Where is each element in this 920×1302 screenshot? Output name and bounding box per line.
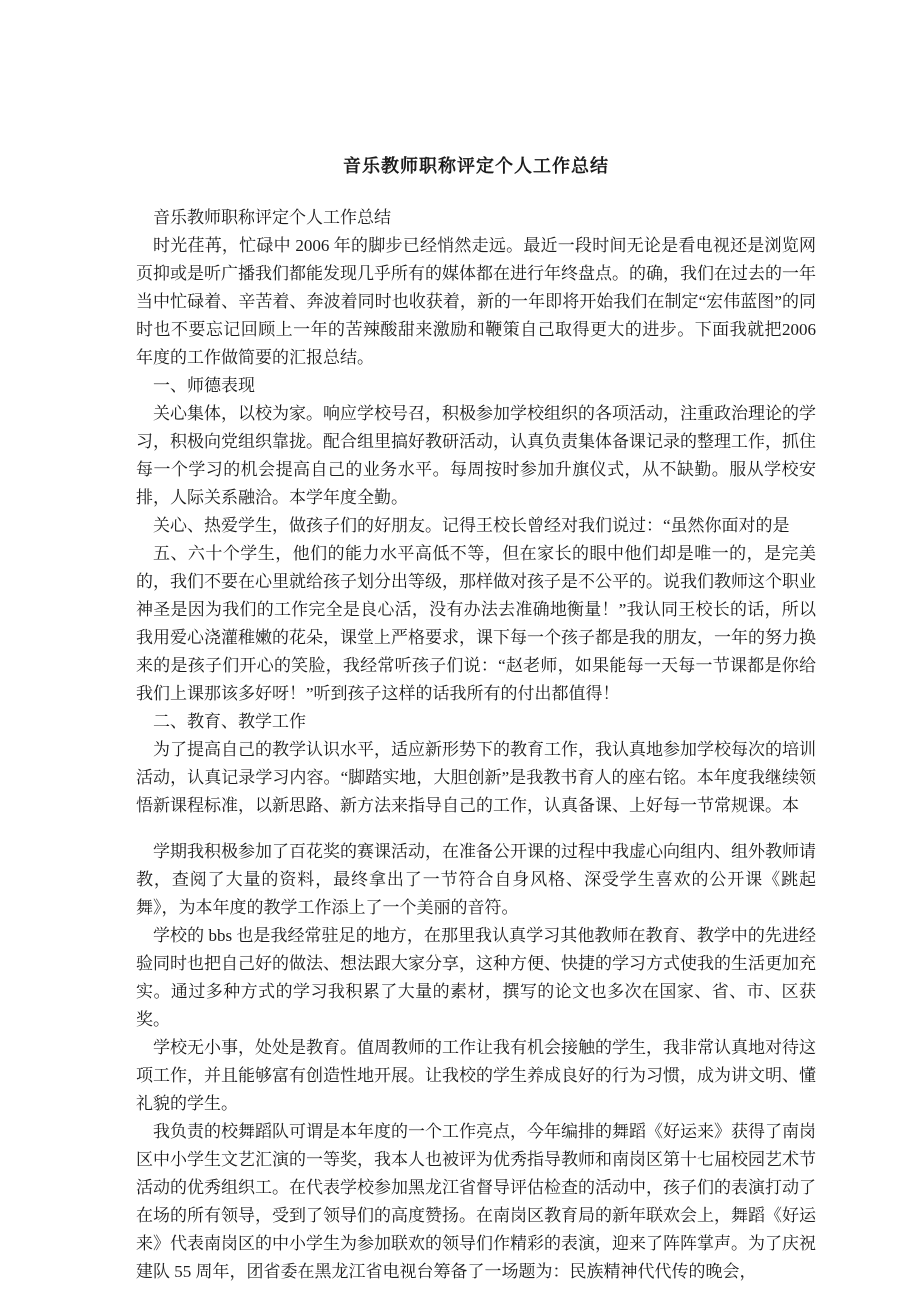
document-title: 音乐教师职称评定个人工作总结 — [343, 156, 609, 176]
paragraph-title-repeat: 音乐教师职称评定个人工作总结 — [153, 208, 391, 227]
section-heading-2: 二、教育、教学工作 — [153, 712, 306, 731]
paragraph: 学校的 bbs 也是我经常驻足的地方，在那里我认真学习其他教师在教育、教学中的先进经验同时也把自己好的做法、想法跟大家分享，这种方便、快捷的学习方式使我的生活更加充实。通过多种方式的学习我积累了大量的素材，撰写的论文也多次在国家、省、市、区获奖。 — [136, 926, 816, 1029]
paragraph: 我负责的校舞蹈队可谓是本年度的一个工作亮点，今年编排的舞蹈《好运来》获得了南岗区中小学生文艺汇演的一等奖，我本人也被评为优秀指导教师和南岗区第十七届校园艺术节活动的优秀组织工。在代表学校参加黑龙江省督导评估检查的活动中，孩子们的表演打动了在场的所有领导，受到了领导们的高度赞扬。在南岗区教育局的新年联欢会上，舞蹈《好运来》代表南岗区的中小学生为参加联欢的领导们作精彩的表演，迎来了阵阵掌声。为了庆祝建队 55 周年，团省委在黑龙江省电视台筹备了一场题为：民族精神代代传的晚会， — [136, 1122, 816, 1281]
paragraph: 关心集体，以校为家。响应学校号召，积极参加学校组织的各项活动，注重政治理论的学习，积极向党组织靠拢。配合组里搞好教研活动，认真负责集体备课记录的整理工作，抓住每一个学习的机会提高自己的业务水平。每周按时参加升旗仪式，从不缺勤。服从学校安排，人际关系融洽。本学年度全勤。 — [136, 404, 816, 507]
paragraph: 为了提高自己的教学认识水平，适应新形势下的教育工作，我认真地参加学校每次的培训活动，认真记录学习内容。“脚踏实地，大胆创新”是我教书育人的座右铭。本年度我继续领悟新课程标准，以新思路、新方法来指导自己的工作，认真备课、上好每一节常规课。本 — [136, 740, 816, 815]
document-body — [136, 204, 816, 1286]
document-content — [136, 152, 816, 1286]
paragraph: 关心、热爱学生，做孩子们的好朋友。记得王校长曾经对我们说过：“虽然你面对的是 — [153, 516, 790, 535]
paragraph: 学校无小事，处处是教育。值周教师的工作让我有机会接触的学生，我非常认真地对待这项工作，并且能够富有创造性地开展。让我校的学生养成良好的行为习惯，成为讲文明、懂礼貌的学生。 — [136, 1038, 816, 1113]
paragraph: 学期我积极参加了百花奖的赛课活动，在准备公开课的过程中我虚心向组内、组外教师请教，查阅了大量的资料，最终拿出了一节符合自身风格、深受学生喜欢的公开课《跳起舞》，为本年度的教学工作添上了一个美丽的音符。 — [136, 842, 816, 917]
section-heading-1: 一、师德表现 — [153, 376, 255, 395]
paragraph-intro: 时光荏苒，忙碌中 2006 年的脚步已经悄然走远。最近一段时间无论是看电视还是浏览网页抑或是听广播我们都能发现几乎所有的媒体都在进行年终盘点。的确，我们在过去的一年当中忙碌着、辛苦着、奔波着同时也收获着，新的一年即将开始我们在制定“宏伟蓝图”的同时也不要忘记回顾上一年的苦辣酸甜来激励和鞭策自己取得更大的进步。下面我就把2006 年度的工作做简要的汇报总结。 — [136, 236, 816, 367]
paragraph: 五、六十个学生，他们的能力水平高低不等，但在家长的眼中他们却是唯一的，是完美的，我们不要在心里就给孩子划分出等级，那样做对孩子是不公平的。说我们教师这个职业神圣是因为我们的工作完全是良心活，没有办法去准确地衡量！”我认同王校长的话，所以我用爱心浇灌稚嫩的花朵，课堂上严格要求，课下每一个孩子都是我的朋友，一年的努力换来的是孩子们开心的笑脸，我经常听孩子们说：“赵老师，如果能每一天每一节课都是你给我们上课那该多好呀！”听到孩子这样的话我所有的付出都值得！ — [136, 544, 816, 703]
